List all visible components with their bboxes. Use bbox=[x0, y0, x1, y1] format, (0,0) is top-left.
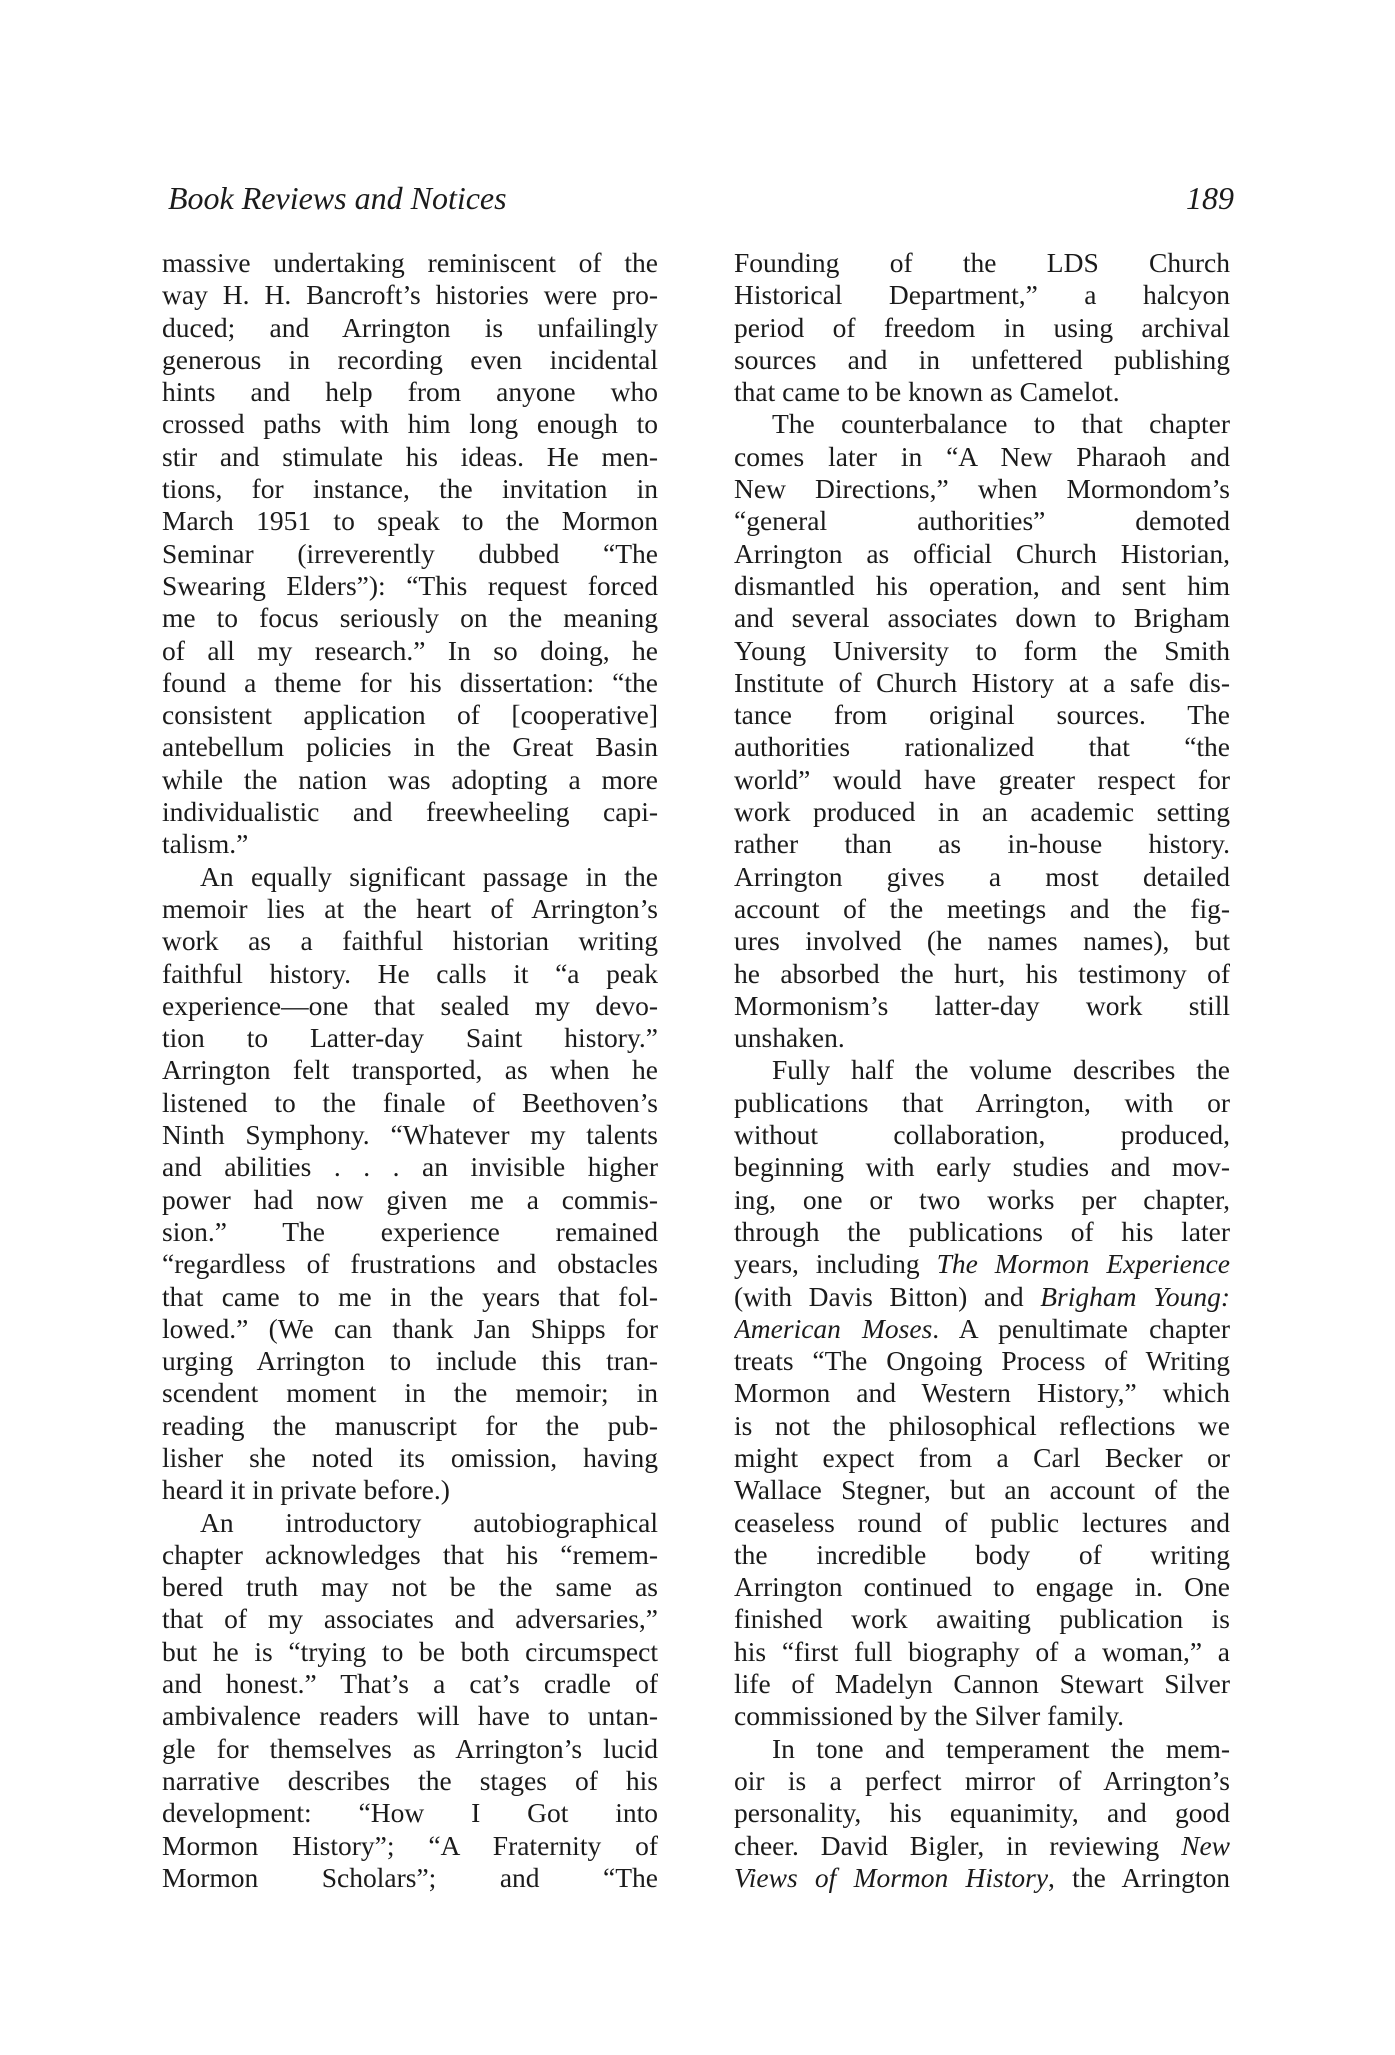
text-line: me to focus seriously on the meaning bbox=[162, 602, 658, 634]
text-line: of all my research.” In so doing, he bbox=[162, 634, 658, 666]
text-line: New Directions,” when Mormondom’s bbox=[734, 473, 1230, 505]
text-line: years, including The Mormon Experience bbox=[734, 1248, 1230, 1280]
text-line: that came to be known as Camelot. bbox=[734, 376, 1120, 408]
text-line: ing, one or two works per chapter, bbox=[734, 1183, 1230, 1215]
text-line: Wallace Stegner, but an account of the bbox=[734, 1474, 1230, 1506]
text-line: ures involved (he names names), but bbox=[734, 925, 1230, 957]
text-line: his “first full biography of a woman,” a bbox=[734, 1635, 1230, 1667]
text-line: Swearing Elders”): “This request forced bbox=[162, 569, 658, 601]
text-line: through the publications of his later bbox=[734, 1215, 1230, 1247]
text-line: without collaboration, produced, bbox=[734, 1119, 1230, 1151]
text-line: generous in recording even incidental bbox=[162, 343, 658, 375]
text-line: work as a faithful historian writing bbox=[162, 925, 658, 957]
text-line: individualistic and freewheeling capi- bbox=[162, 796, 658, 828]
text-line: An equally significant passage in the bbox=[200, 860, 658, 892]
text-line: world” would have greater respect for bbox=[734, 763, 1230, 795]
text-line: Arrington felt transported, as when he bbox=[162, 1054, 658, 1086]
text-line: way H. H. Bancroft’s histories were pro- bbox=[162, 279, 658, 311]
text-line: antebellum policies in the Great Basin bbox=[162, 731, 658, 763]
text-line: work produced in an academic setting bbox=[734, 796, 1230, 828]
text-line: Arrington gives a most detailed bbox=[734, 860, 1230, 892]
text-line: massive undertaking reminiscent of the bbox=[162, 247, 658, 278]
text-line: Mormon History”; “A Fraternity of bbox=[162, 1829, 658, 1861]
text-line: beginning with early studies and mov- bbox=[734, 1151, 1230, 1183]
page-number: 189 bbox=[1186, 180, 1234, 216]
text-line: Arrington as official Church Historian, bbox=[734, 537, 1230, 569]
text-line: life of Madelyn Cannon Stewart Silver bbox=[734, 1668, 1230, 1700]
text-line: gle for themselves as Arrington’s lucid bbox=[162, 1732, 658, 1764]
text-line: tance from original sources. The bbox=[734, 699, 1230, 731]
text-line: oir is a perfect mirror of Arrington’s bbox=[734, 1764, 1230, 1796]
text-line: rather than as in-house history. bbox=[734, 828, 1230, 860]
text-line: faithful history. He calls it “a peak bbox=[162, 957, 658, 989]
text-line: The counterbalance to that chapter bbox=[772, 408, 1230, 440]
text-line: lisher she noted its omission, having bbox=[162, 1441, 658, 1473]
text-line: experience—one that sealed my devo- bbox=[162, 989, 658, 1021]
text-line: memoir lies at the heart of Arrington’s bbox=[162, 892, 658, 924]
text-line: lowed.” (We can thank Jan Shipps for bbox=[162, 1312, 658, 1344]
text-line: tions, for instance, the invitation in bbox=[162, 473, 658, 505]
text-line: heard it in private before.) bbox=[162, 1474, 450, 1506]
text-line: finished work awaiting publication is bbox=[734, 1603, 1230, 1635]
text-line: might expect from a Carl Becker or bbox=[734, 1441, 1230, 1473]
text-line: sources and in unfettered publishing bbox=[734, 343, 1230, 375]
text-line: but he is “trying to be both circumspect bbox=[162, 1635, 658, 1667]
right-column bbox=[734, 247, 1230, 1894]
text-line: crossed paths with him long enough to bbox=[162, 408, 658, 440]
text-line: cheer. David Bigler, in reviewing New bbox=[734, 1829, 1230, 1861]
text-line: that came to me in the years that fol- bbox=[162, 1280, 658, 1312]
text-line: Young University to form the Smith bbox=[734, 634, 1230, 666]
text-line: An introductory autobiographical bbox=[200, 1506, 658, 1538]
text-line: urging Arrington to include this tran- bbox=[162, 1345, 658, 1377]
text-line: and abilities . . . an invisible higher bbox=[162, 1151, 658, 1183]
text-line: narrative describes the stages of his bbox=[162, 1764, 658, 1796]
text-line: account of the meetings and the fig- bbox=[734, 892, 1230, 924]
running-head bbox=[168, 176, 1234, 220]
text-line: the incredible body of writing bbox=[734, 1538, 1230, 1570]
text-line: bered truth may not be the same as bbox=[162, 1571, 658, 1603]
text-line: dismantled his operation, and sent him bbox=[734, 569, 1230, 601]
text-line: personality, his equanimity, and good bbox=[734, 1797, 1230, 1829]
text-line: and honest.” That’s a cat’s cradle of bbox=[162, 1668, 658, 1700]
text-line: (with Davis Bitton) and Brigham Young: bbox=[734, 1280, 1230, 1312]
text-line: while the nation was adopting a more bbox=[162, 763, 658, 795]
text-line: he absorbed the hurt, his testimony of bbox=[734, 957, 1230, 989]
text-line: listened to the finale of Beethoven’s bbox=[162, 1086, 658, 1118]
text-line: period of freedom in using archival bbox=[734, 311, 1230, 343]
text-line: consistent application of [cooperative] bbox=[162, 699, 658, 731]
text-line: Founding of the LDS Church bbox=[734, 247, 1230, 278]
text-line: scendent moment in the memoir; in bbox=[162, 1377, 658, 1409]
text-line: stir and stimulate his ideas. He men- bbox=[162, 440, 658, 472]
text-line: Ninth Symphony. “Whatever my talents bbox=[162, 1119, 658, 1151]
text-line: “general authorities” demoted bbox=[734, 505, 1230, 537]
text-line: authorities rationalized that “the bbox=[734, 731, 1230, 763]
text-line: Historical Department,” a halcyon bbox=[734, 279, 1230, 311]
text-line: ceaseless round of public lectures and bbox=[734, 1506, 1230, 1538]
text-line: Seminar (irreverently dubbed “The bbox=[162, 537, 658, 569]
text-line: is not the philosophical reflections we bbox=[734, 1409, 1230, 1441]
text-line: Mormonism’s latter-day work still bbox=[734, 989, 1230, 1021]
text-line: Mormon Scholars”; and “The bbox=[162, 1861, 658, 1893]
text-line: commissioned by the Silver family. bbox=[734, 1700, 1125, 1732]
text-line: comes later in “A New Pharaoh and bbox=[734, 440, 1230, 472]
text-line: duced; and Arrington is unfailingly bbox=[162, 311, 658, 343]
text-line: talism.” bbox=[162, 828, 249, 860]
text-line: publications that Arrington, with or bbox=[734, 1086, 1230, 1118]
text-line: chapter acknowledges that his “remem- bbox=[162, 1538, 658, 1570]
text-line: Mormon and Western History,” which bbox=[734, 1377, 1230, 1409]
text-line: American Moses. A penultimate chapter bbox=[734, 1312, 1230, 1344]
text-line: In tone and temperament the mem- bbox=[772, 1732, 1230, 1764]
text-line: unshaken. bbox=[734, 1022, 845, 1054]
text-line: sion.” The experience remained bbox=[162, 1215, 658, 1247]
text-line: Institute of Church History at a safe dis- bbox=[734, 666, 1230, 698]
text-line: reading the manuscript for the pub- bbox=[162, 1409, 658, 1441]
text-line: and several associates down to Brigham bbox=[734, 602, 1230, 634]
left-column bbox=[162, 247, 658, 1894]
text-line: treats “The Ongoing Process of Writing bbox=[734, 1345, 1230, 1377]
running-title: Book Reviews and Notices bbox=[168, 180, 507, 216]
text-line: power had now given me a commis- bbox=[162, 1183, 658, 1215]
text-line: Arrington continued to engage in. One bbox=[734, 1571, 1230, 1603]
text-line: ambivalence readers will have to untan- bbox=[162, 1700, 658, 1732]
text-line: “regardless of frustrations and obstacles bbox=[162, 1248, 658, 1280]
text-line: hints and help from anyone who bbox=[162, 376, 658, 408]
text-line: development: “How I Got into bbox=[162, 1797, 658, 1829]
text-line: March 1951 to speak to the Mormon bbox=[162, 505, 658, 537]
text-line: Views of Mormon History, the Arrington bbox=[734, 1861, 1230, 1893]
text-line: that of my associates and adversaries,” bbox=[162, 1603, 658, 1635]
text-line: Fully half the volume describes the bbox=[772, 1054, 1230, 1086]
text-line: found a theme for his dissertation: “the bbox=[162, 666, 658, 698]
text-line: tion to Latter-day Saint history.” bbox=[162, 1022, 658, 1054]
